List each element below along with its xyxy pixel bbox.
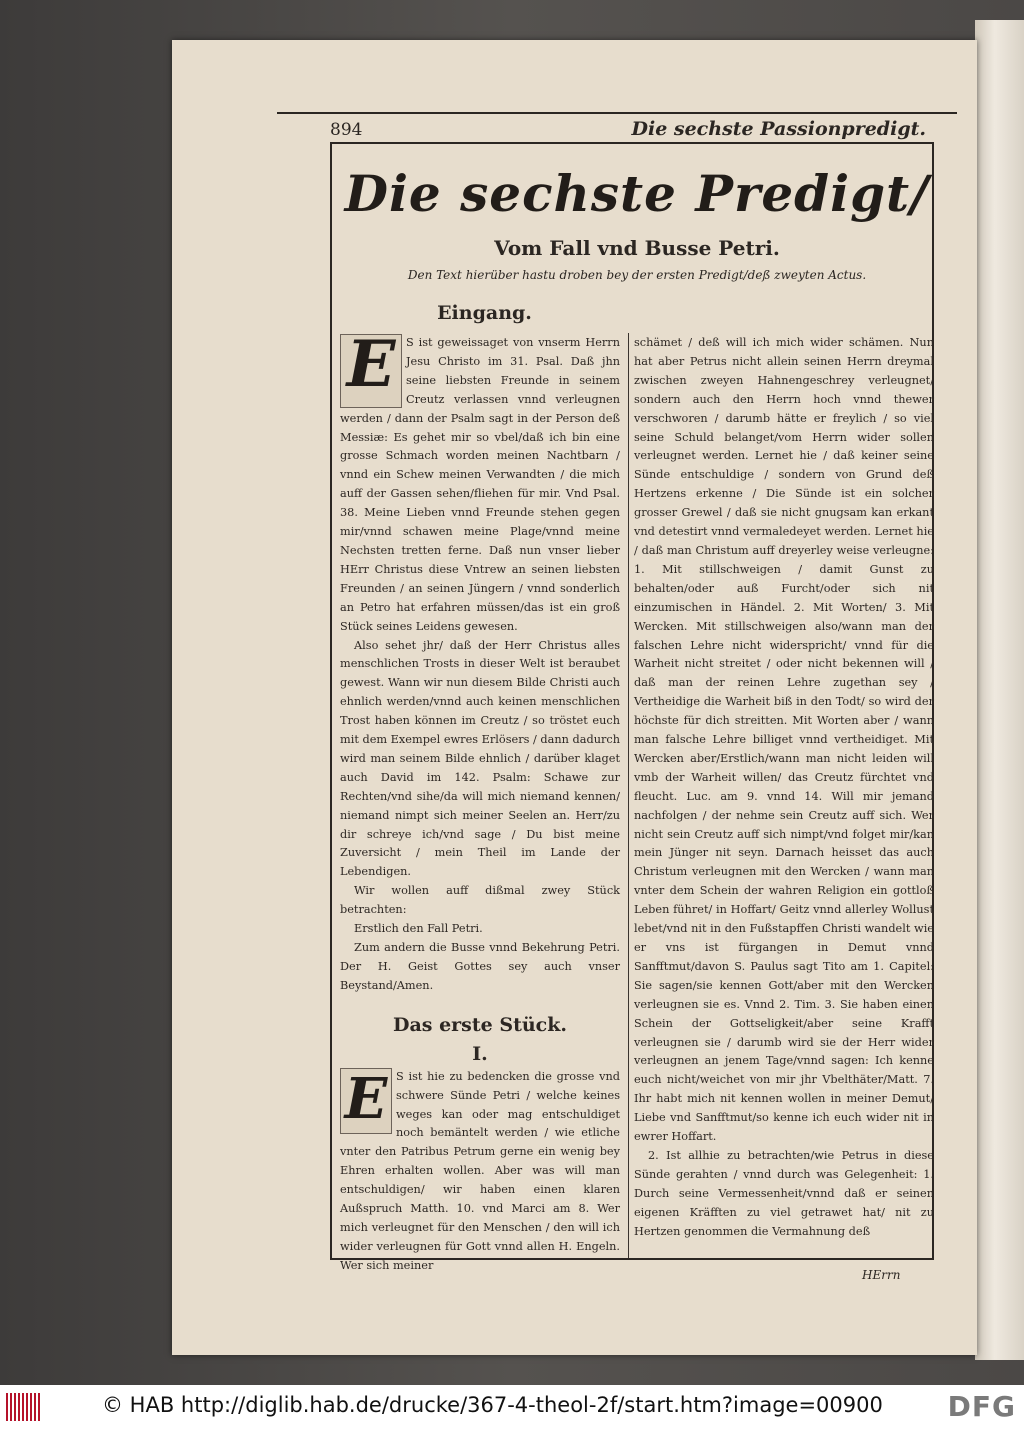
- right-para-1: schämet / deß will ich mich wider schämen. Nun hat aber Petrus nicht allein seinen Herrn dreymal zwischen zweyen Hahnengeschrey verleugnet/ sondern auch den Herrn hoch vnnd thewer verschworen / darumb hätte er freylich / so viel seine Schuld belanget/vom Herrn wider sollen verleugnet werden. Lernet hie / daß keiner seine Sünde entschuldige / sondern von Grund deß Hertzens erkenne / Die Sünde ist ein solcher grosser Grewel / daß sie nicht gnugsam kan erkant vnd detestirt vnnd vermaledeyet werden. Lernet hie / daß man Christum auff dreyerley weise verleugne: 1. Mit stillschweigen / damit Gunst zu behalten/oder auß Furcht/oder sich nit einzumischen in Händel. 2. Mit Worten/ 3. Mit Wercken. Mit stillschweigen also/wann man der falschen Lehre nicht widerspricht/ vnnd für die Warheit nicht streitet / oder nicht bekennen will / daß man der reinen Lehre zugethan sey / Vertheidige die Warheit biß in den Todt/ so wird der höchste für dich streitten. Mit Worten aber / wann man falsche Lehre billiget vnnd vertheidiget. Mit Wercken aber/Erstlich/wann man nicht leiden will vmb der Warheit willen/ das Creutz fürchtet vnd fleucht. Luc. am 9. vnnd 14. Will mir jemand nachfolgen / der nehme sein Creutz auff sich. Wer nicht sein Creutz auff sich nimpt/vnd folget mir/kan mein Jünger nit seyn. Darnach heisset das auch Christum verleugnen mit den Wercken / wann man vnter dem Schein der wahren Religion ein gottloß Leben führet/ in Hoffart/ Geitz vnnd allerley Wollust lebet/vnd nit in den Fußstapffen Christi wandelt wie er vns ist fürgangen in Demut vnnd Sanfftmut/davon S. Paulus sagt Tito am 1. Capitel: Sie sagen/sie kennen Gott/aber mit den Wercken verleugnen sie es. Vnnd 2. Tim. 3. Sie haben einen Schein der Gottseligkeit/aber seine Krafft verleugnen sie / darumb wird sie der Herr wider verleugnen an jenem Tage/vnnd sagen: Ich kenne euch nicht/weichet von mir jhr Vbelthäter/Matt. 7. Ihr habt mich nit kennen wollen in meiner Demut/ Liebe vnd Sanfftmut/so kenne ich euch wider nit in ewrer Hoffart.: [634, 336, 934, 1144]
- sermon-subtitle: Vom Fall vnd Busse Petri.: [494, 236, 780, 260]
- left-column: [340, 327, 620, 1272]
- top-rule: [277, 112, 957, 114]
- left-para-2: Also sehet jhr/ daß der Herr Christus alles menschlichen Trosts in dieser Welt ist beraubet gewest. Wann wir nun diesem Bilde Christi auch ehnlich werden/vnnd auch keinen menschlichen Trost haben können im Creutz / so tröstet euch mit dem Exempel ewres Erlösers / dann dadurch wird man seinem Bilde ehnlich / darüber klaget auch David im 142. Psalm: Schawe zur Rechten/vnd sihe/da will mich niemand kennen/ niemand nimpt sich meiner Seelen an. Herr/zu dir schreye ich/vnd sage / Du bist meine Zuversicht / mein Theil im Lande der Lebendigen.: [340, 638, 620, 879]
- initial-letter-e: E: [340, 334, 402, 408]
- text-reference-note: Den Text hierüber hastu droben bey der ersten Predigt/deß zweyten Actus.: [407, 268, 867, 282]
- copyright-link[interactable]: © HAB http://diglib.hab.de/drucke/367-4-theol-2f/start.htm?image=00900: [102, 1393, 883, 1417]
- left-para-1: S ist geweissaget von vnserm Herrn Jesu Christo im 31. Psal. Daß jhn seine liebsten Freunde in seinem Creutz verlassen vnnd verleugnen werden / dann der Psalm sagt in der Person deß Messiæ: Es gehet mir so vbel/daß ich bin eine grosse Schmach worden meinen Nachtbarn / vnnd ein Schew meinen Verwandten / die mich auff der Gassen sehen/fliehen für mir. Vnd Psal. 38. Meine Lieben vnnd Freunde stehen gegen mir/vnnd schawen meine Plage/vnnd meine Nechsten tretten ferne. Daß nun vnser lieber HErr Christus diese Vntrew an seinen liebsten Freunden / an seinen Jüngern / vnnd sonderlich an Petro hat erfahren müssen/das ist ein groß Stück seines Leidens gewesen.: [340, 336, 620, 633]
- initial-letter-e-2: E: [340, 1068, 392, 1134]
- left-para-3: Wir wollen auff dißmal zwey Stück betrachten:: [340, 884, 620, 917]
- footer-bar: [0, 1385, 1024, 1429]
- hab-barcode-icon: [6, 1393, 40, 1421]
- page-number: 894: [330, 120, 363, 140]
- dfg-logo: DFG: [947, 1390, 1016, 1423]
- running-head: Die sechste Passionpredigt.: [631, 118, 926, 140]
- next-page-edge: [975, 20, 1024, 1360]
- left-para-4: Erstlich den Fall Petri.: [354, 922, 483, 936]
- column-divider: [628, 333, 629, 1258]
- heading-eingang: Eingang.: [437, 302, 532, 324]
- right-para-2: 2. Ist allhie zu betrachten/wie Petrus in diese Sünde gerahten / vnnd durch was Gelegenheit: 1. Durch seine Vermessenheit/vnnd daß er seinen eigenen Kräfften zu viel getrawet hat/ nit zu Hertzen genommen die Vermahnung deß: [634, 1148, 934, 1238]
- heading-numeral: I.: [472, 1042, 488, 1065]
- left-para-6: S ist hie zu bedencken die grosse vnd schwere Sünde Petri / welche keines weges kan oder mag entschuldiget noch bemäntelt werden / wie etliche vnter den Patribus Petrum gerne ein wenig bey Ehren erhalten wollen. Aber was will man entschuldigen/ wir haben einen klaren Außspruch Matth. 10. vnd Marci am 8. Wer mich verleugnet für den Menschen / den will ich wider verleugnen für Gott vnnd allen H. Engeln. Wer sich meiner: [340, 1069, 620, 1272]
- sermon-title: Die sechste Predigt/: [344, 164, 930, 223]
- left-para-5: Zum andern die Busse vnnd Bekehrung Petri. Der H. Geist Gottes sey auch vnser Beystand/Amen.: [340, 941, 620, 992]
- heading-erste-stueck: Das erste Stück.: [392, 1013, 568, 1036]
- catchword: HErrn: [862, 1268, 901, 1282]
- book-page: [172, 40, 977, 1355]
- right-column: [634, 334, 934, 1259]
